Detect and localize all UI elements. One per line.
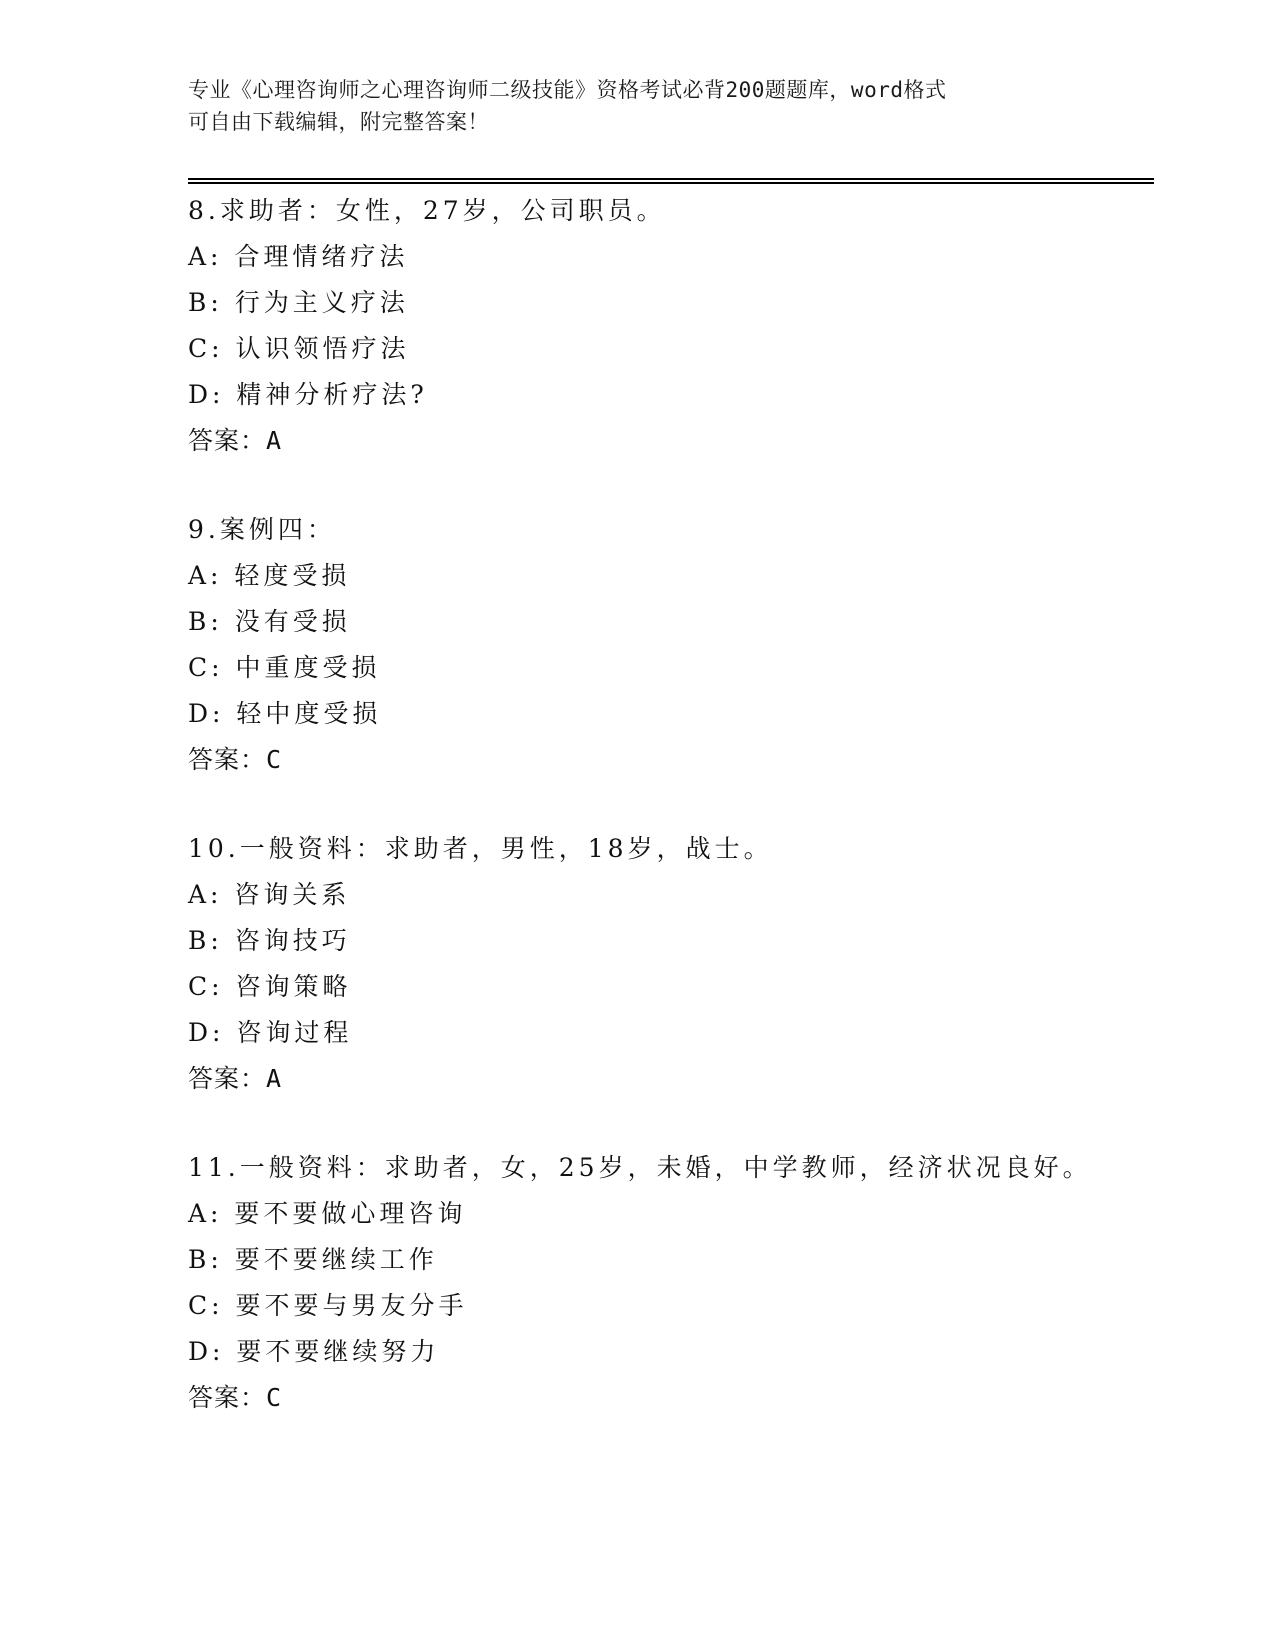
option-d: D: 咨询过程 [188,1018,353,1047]
option-b: B: 咨询技巧 [188,926,351,955]
question-10 [188,826,1148,1102]
answer: 答案：A [188,426,283,455]
question-stem: 10.一般资料：求助者，男性，18岁，战士。 [188,834,773,863]
header-line-1: 专业《心理咨询师之心理咨询师二级技能》资格考试必背200题题库，word格式 [188,78,947,102]
option-b: B: 没有受损 [188,607,351,636]
option-c: C: 咨询策略 [188,972,352,1001]
option-c: C: 中重度受损 [188,653,381,682]
question-8 [188,188,1148,464]
question-stem: 8.求助者：女性，27岁，公司职员。 [188,196,666,225]
answer: 答案：A [188,1064,283,1093]
option-b: B: 要不要继续工作 [188,1245,438,1274]
question-11 [188,1145,1148,1421]
answer: 答案：C [188,1383,283,1412]
option-c: C: 认识领悟疗法 [188,334,410,363]
header-divider [188,178,1154,184]
question-list [188,188,1148,1464]
option-b: B: 行为主义疗法 [188,288,409,317]
option-c: C: 要不要与男友分手 [188,1291,468,1320]
header-line-2: 可自由下载编辑，附完整答案！ [188,110,489,134]
answer: 答案：C [188,745,283,774]
option-a: A: 轻度受损 [188,561,351,590]
option-d: D: 要不要继续努力 [188,1337,440,1366]
option-a: A: 合理情绪疗法 [188,242,409,271]
question-stem: 9.案例四： [188,515,336,544]
document-header [188,74,1088,138]
question-stem: 11.一般资料：求助者，女，25岁，未婚，中学教师，经济状况良好。 [188,1153,1092,1182]
option-d: D: 精神分析疗法? [188,380,428,409]
option-a: A: 咨询关系 [188,880,351,909]
option-a: A: 要不要做心理咨询 [188,1199,467,1228]
option-d: D: 轻中度受损 [188,699,382,728]
question-9 [188,507,1148,783]
